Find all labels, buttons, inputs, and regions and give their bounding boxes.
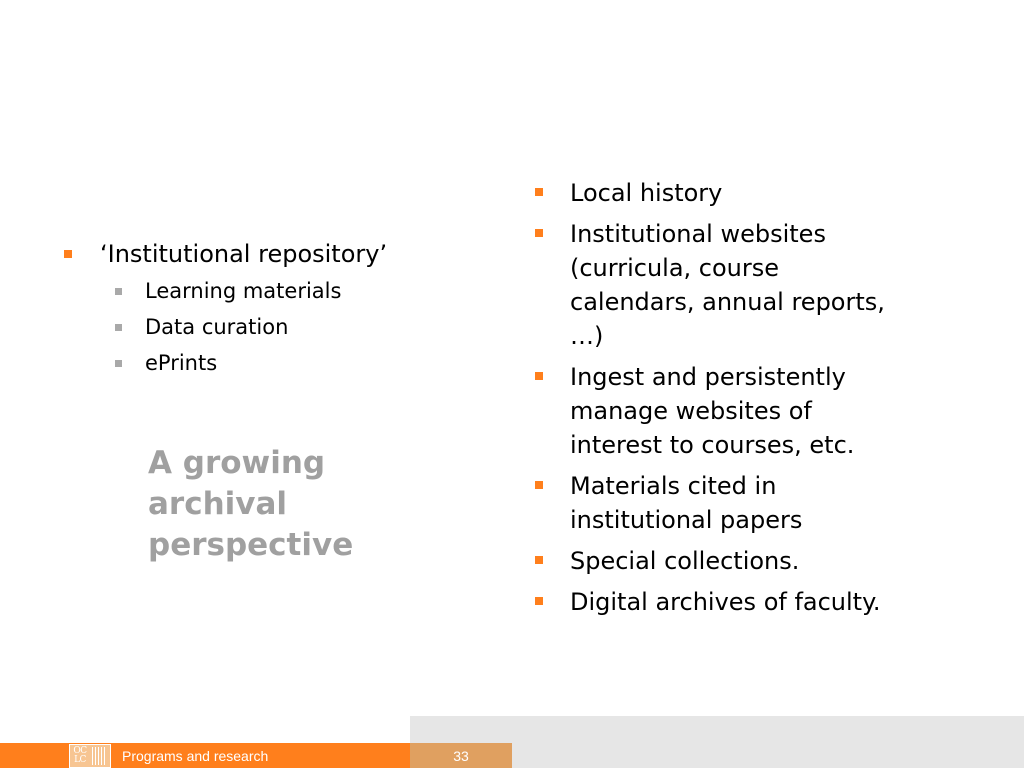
sub-list-item-text: Data curation <box>145 315 289 339</box>
square-bullet-icon <box>115 324 122 331</box>
list-item <box>531 469 961 537</box>
callout-line: perspective <box>148 527 354 563</box>
text-line: Special collections. <box>570 547 800 575</box>
text-line: (curricula, course <box>570 254 780 282</box>
square-bullet-icon <box>535 597 543 605</box>
text-line: Ingest and persistently <box>570 363 846 391</box>
square-bullet-icon <box>535 372 543 380</box>
text-line: Local history <box>570 179 723 207</box>
sub-list-item <box>115 349 480 377</box>
list-item-text <box>570 360 961 462</box>
page-number: 33 <box>453 748 469 764</box>
text-line: Digital archives of faculty. <box>570 588 881 616</box>
text-line: institutional papers <box>570 506 803 534</box>
callout-line: archival <box>148 486 288 522</box>
text-line: interest to courses, etc. <box>570 431 855 459</box>
logo-text: OC LC <box>73 746 87 765</box>
sub-bullet-list <box>60 277 480 377</box>
oclc-logo-icon <box>69 744 111 768</box>
callout-line: A growing <box>148 445 326 481</box>
list-item <box>531 544 961 578</box>
text-line: manage websites of <box>570 397 812 425</box>
logo-stripes <box>92 747 105 765</box>
sub-list-item-text: Learning materials <box>145 279 342 303</box>
list-item <box>531 176 961 210</box>
square-bullet-icon <box>115 360 122 367</box>
left-bullet-list <box>60 238 480 385</box>
list-item-text <box>570 217 961 353</box>
text-line: Institutional websites <box>570 220 826 248</box>
list-item-text: ‘Institutional repository’ <box>100 240 388 268</box>
text-line: Materials cited in <box>570 472 777 500</box>
list-item <box>60 238 480 270</box>
footer-label: Programs and research <box>122 748 269 764</box>
square-bullet-icon <box>535 481 543 489</box>
sub-list-item-text: ePrints <box>145 351 218 375</box>
square-bullet-icon <box>535 188 543 196</box>
list-item <box>531 217 961 353</box>
list-item <box>531 585 961 619</box>
square-bullet-icon <box>535 556 543 564</box>
list-item-text <box>570 176 961 210</box>
list-item <box>531 360 961 462</box>
callout-text <box>148 443 408 566</box>
text-line: …) <box>570 322 604 350</box>
list-item-text <box>570 585 961 619</box>
sub-list-item <box>115 277 480 305</box>
right-bullet-list <box>531 176 961 626</box>
list-item-text <box>570 469 961 537</box>
square-bullet-icon <box>115 288 122 295</box>
text-line: calendars, annual reports, <box>570 288 885 316</box>
square-bullet-icon <box>535 229 543 237</box>
sub-list-item <box>115 313 480 341</box>
square-bullet-icon <box>64 250 72 258</box>
list-item-text <box>570 544 961 578</box>
